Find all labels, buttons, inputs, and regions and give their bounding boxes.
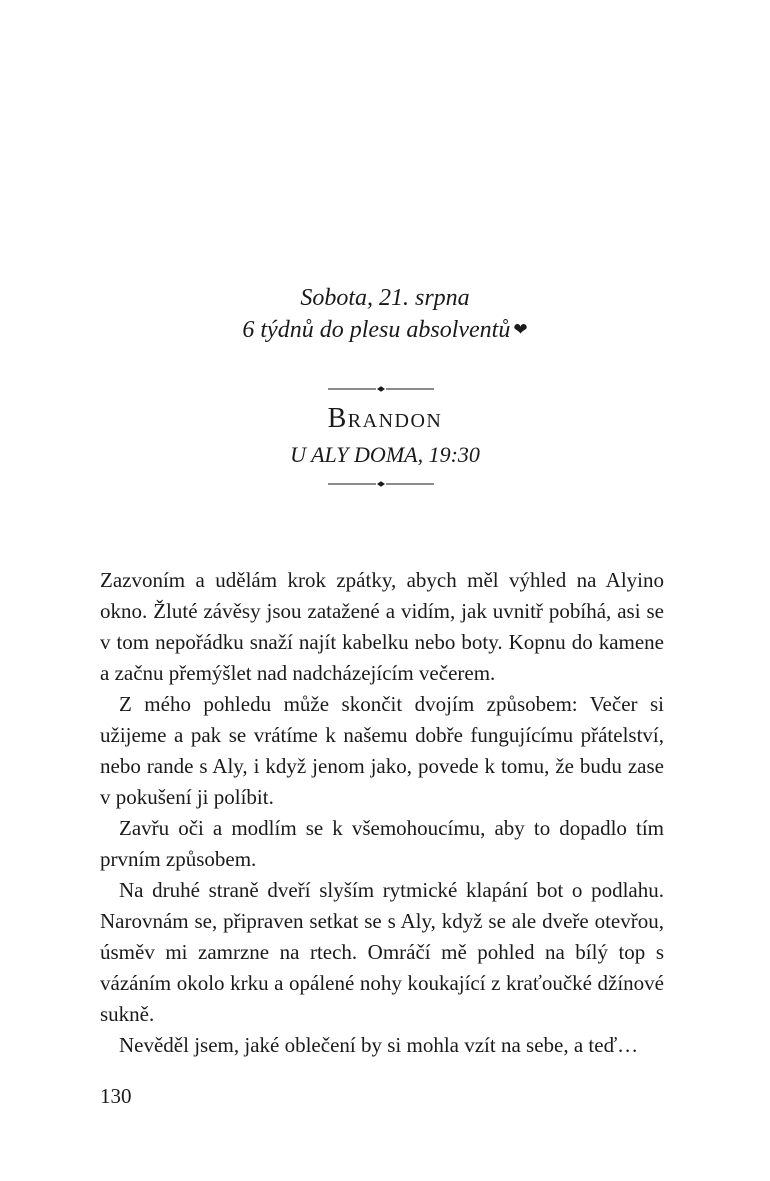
body-text bbox=[100, 565, 664, 1061]
chapter-title: Brandon bbox=[327, 403, 443, 434]
paragraph: Na druhé straně dveří slyším rytmické klapání bot o podlahu. Narovnám se, připraven setkat se s Aly, když se ale dveře otevřou, úsměv mi zamrzne na rtech. Omráčí mě pohled na bílý top s vázáním okolo krku a opálené nohy koukající z kraťoučké džínové sukně. bbox=[100, 878, 664, 1026]
ornament-divider-top bbox=[328, 385, 434, 393]
page-number: 130 bbox=[100, 1084, 132, 1108]
ornament-divider-bottom bbox=[328, 480, 434, 488]
paragraph: Z mého pohledu může skončit dvojím způsobem: Večer si užijeme a pak se vrátíme k našemu dobře fungujícímu přátelství, nebo rande s Aly, i když jenom jako, povede k tomu, že budu zase v pokušení ji políbit. bbox=[100, 692, 664, 809]
heart-icon: ❤ bbox=[513, 320, 528, 339]
chapter-countdown bbox=[0, 314, 770, 346]
countdown-line: 6 týdnů do plesu absolventů bbox=[242, 317, 511, 343]
paragraph: Zavřu oči a modlím se k všemohoucímu, aby to dopadlo tím prvním způsobem. bbox=[100, 816, 664, 871]
chapter-location: U ALY DOMA, 19:30 bbox=[290, 442, 480, 467]
date-line: Sobota, 21. srpna bbox=[300, 285, 470, 311]
paragraph: Zazvoním a udělám krok zpátky, abych měl výhled na Alyino okno. Žluté závěsy jsou zatažené a vidím, jak uvnitř pobíhá, asi se v tom nepořádku snaží najít kabelku nebo boty. Kopnu do kamene a začnu přemýšlet nad nadcházejícím večerem. bbox=[100, 568, 664, 685]
paragraph: Nevěděl jsem, jaké oblečení by si mohla vzít na sebe, a teď… bbox=[119, 1033, 639, 1057]
chapter-date bbox=[0, 283, 770, 314]
